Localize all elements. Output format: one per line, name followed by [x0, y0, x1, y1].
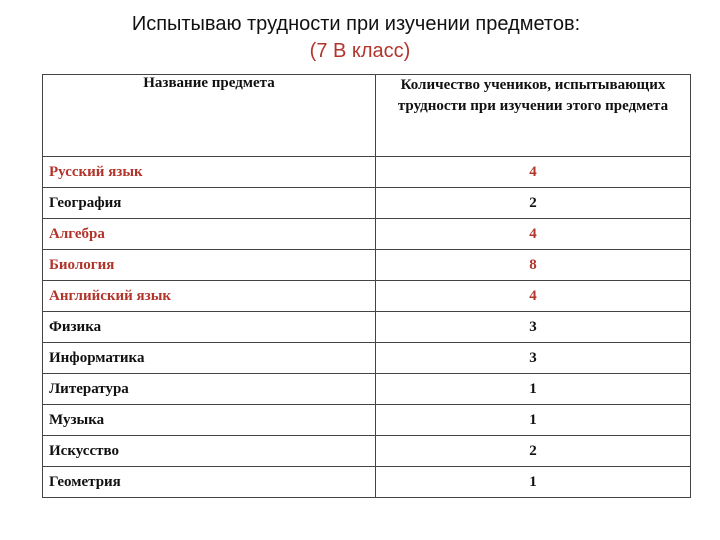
count-cell: 4 [376, 219, 691, 250]
table-row [43, 281, 691, 312]
count-cell: 1 [376, 374, 691, 405]
count-cell: 4 [376, 281, 691, 312]
subject-cell: Литература [43, 374, 376, 405]
table-body [43, 157, 691, 498]
count-cell: 3 [376, 312, 691, 343]
table-row [43, 250, 691, 281]
count-cell: 2 [376, 436, 691, 467]
count-cell: 1 [376, 405, 691, 436]
count-cell: 8 [376, 250, 691, 281]
count-cell: 1 [376, 467, 691, 498]
subjects-table [42, 74, 691, 498]
table-row [43, 467, 691, 498]
table-row [43, 374, 691, 405]
table-row [43, 157, 691, 188]
header-subject: Название предмета [43, 75, 376, 157]
table-header-row [43, 75, 691, 157]
table-row [43, 219, 691, 250]
subject-cell: Искусство [43, 436, 376, 467]
header-count: Количество учеников, испытывающих трудности при изучении этого предмета [376, 75, 691, 157]
table-row [43, 188, 691, 219]
title-class: (7 В класс) [309, 40, 411, 62]
count-cell: 2 [376, 188, 691, 219]
page-title [0, 10, 720, 64]
subject-cell: География [43, 188, 376, 219]
subject-cell: Алгебра [43, 219, 376, 250]
table-row [43, 436, 691, 467]
subject-cell: Русский язык [43, 157, 376, 188]
table-row [43, 312, 691, 343]
subject-cell: Информатика [43, 343, 376, 374]
subject-cell: Музыка [43, 405, 376, 436]
count-cell: 4 [376, 157, 691, 188]
table-row [43, 343, 691, 374]
subject-cell: Геометрия [43, 467, 376, 498]
subject-cell: Биология [43, 250, 376, 281]
title-main: Испытываю трудности при изучении предметов: [131, 13, 581, 35]
subject-cell: Физика [43, 312, 376, 343]
subject-cell: Английский язык [43, 281, 376, 312]
count-cell: 3 [376, 343, 691, 374]
table-row [43, 405, 691, 436]
